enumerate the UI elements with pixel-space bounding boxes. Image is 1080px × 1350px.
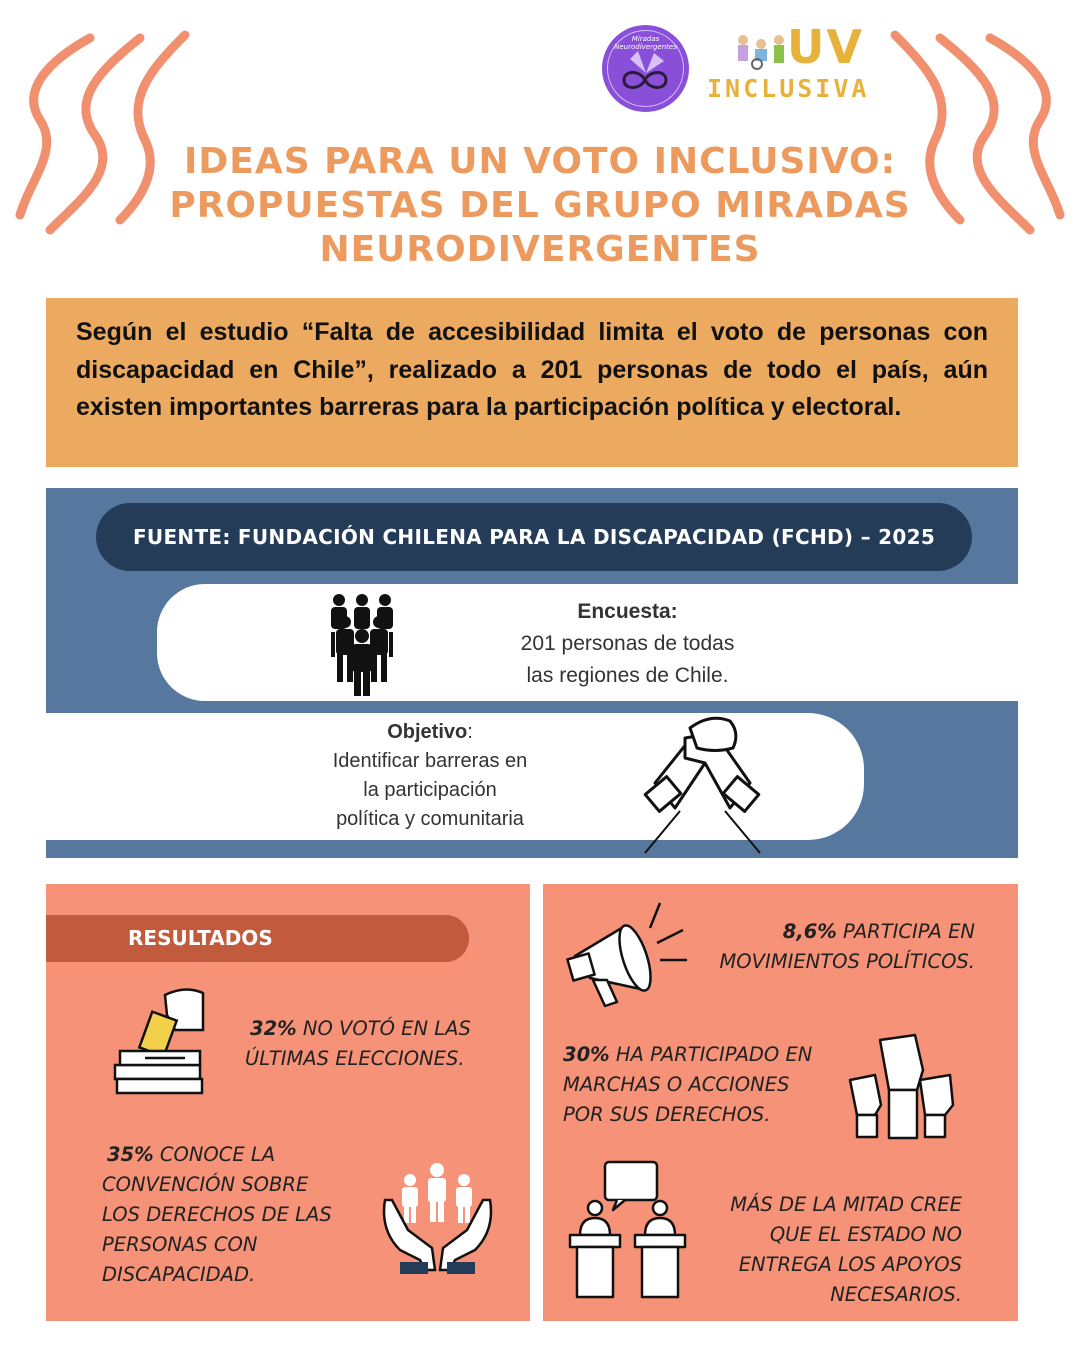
stat-32-pct: 32% bbox=[250, 1017, 297, 1040]
stat-8-6-pct: 8,6% bbox=[782, 920, 837, 943]
raised-fists-icon bbox=[845, 1030, 955, 1140]
survey-line-2: las regiones de Chile. bbox=[526, 664, 729, 687]
survey-line-1: 201 personas de todas bbox=[520, 632, 735, 655]
stat-35-l2: CONVENCIÓN SOBRE bbox=[102, 1173, 309, 1196]
objective-text bbox=[290, 718, 570, 834]
hands-people-icon bbox=[380, 1160, 495, 1275]
source-pill: FUENTE: FUNDACIÓN CHILENA PARA LA DISCAPACIDAD (FCHD) – 2025 bbox=[96, 503, 972, 571]
stat-35-l5: DISCAPACIDAD. bbox=[102, 1263, 256, 1286]
stat-35 bbox=[102, 1140, 382, 1290]
page-title bbox=[110, 140, 970, 272]
podium-debate-icon bbox=[565, 1160, 690, 1300]
results-header bbox=[46, 915, 469, 962]
stat-32-l2: ÚLTIMAS ELECCIONES. bbox=[245, 1047, 465, 1070]
uv-inclusiva-logo bbox=[705, 20, 870, 106]
title-line-3: NEURODIVERGENTES bbox=[319, 229, 761, 270]
survey-text bbox=[470, 596, 785, 692]
miradas-logo bbox=[602, 25, 689, 112]
miradas-logo-text: Miradas Neurodivergentes bbox=[614, 35, 677, 51]
uv-logo-big: UV bbox=[787, 20, 864, 74]
people-cartoon-icon bbox=[733, 30, 789, 70]
ballot-box-icon bbox=[105, 985, 210, 1100]
results-label: RESULTADOS bbox=[128, 926, 273, 950]
stat-30-pct: 30% bbox=[563, 1043, 610, 1066]
objective-label: Objetivo bbox=[387, 721, 468, 743]
stat-35-l1: CONOCE LA bbox=[153, 1143, 276, 1166]
stat-32-l1: NO VOTÓ EN LAS bbox=[296, 1017, 471, 1040]
stat-8-6-l2: MOVIMIENTOS POLÍTICOS. bbox=[719, 950, 975, 973]
stat-mitad-l2: QUE EL ESTADO NO bbox=[769, 1223, 962, 1246]
stat-30 bbox=[563, 1040, 853, 1130]
stat-8-6 bbox=[660, 917, 975, 977]
stat-mitad-l1: MÁS DE LA MITAD CREE bbox=[730, 1193, 962, 1216]
handshake-icon bbox=[635, 713, 770, 855]
title-line-2: PROPUESTAS DEL GRUPO MIRADAS bbox=[169, 185, 911, 226]
intro-text: Según el estudio “Falta de accesibilidad limita el voto de personas con discapacidad en Chile”, realizado a 201 personas de todo el país, aún existen importantes barreras para la participación política y electoral. bbox=[76, 318, 988, 421]
stat-32 bbox=[245, 1014, 515, 1074]
objective-line-2: la participación bbox=[363, 779, 497, 801]
stat-30-l2: MARCHAS O ACCIONES bbox=[563, 1073, 790, 1096]
people-group-icon bbox=[325, 592, 400, 697]
stat-30-l1: HA PARTICIPADO EN bbox=[609, 1043, 813, 1066]
survey-label: Encuesta: bbox=[577, 600, 678, 623]
uv-logo-small: INCLUSIVA bbox=[707, 74, 870, 103]
title-line-1: IDEAS PARA UN VOTO INCLUSIVO: bbox=[183, 141, 897, 182]
stat-mitad-l3: ENTREGA LOS APOYOS bbox=[738, 1253, 962, 1276]
objective-colon: : bbox=[467, 721, 473, 743]
stat-mitad bbox=[680, 1190, 962, 1310]
stat-35-l4: PERSONAS CON bbox=[102, 1233, 258, 1256]
stat-30-l3: POR SUS DERECHOS. bbox=[563, 1103, 771, 1126]
objective-line-1: Identificar barreras en bbox=[332, 750, 528, 772]
objective-line-3: política y comunitaria bbox=[336, 808, 524, 830]
stat-8-6-l1: PARTICIPA EN bbox=[836, 920, 975, 943]
intro-box bbox=[46, 298, 1018, 467]
stat-35-pct: 35% bbox=[107, 1143, 154, 1166]
stat-35-l3: LOS DERECHOS DE LAS bbox=[102, 1203, 332, 1226]
stat-mitad-l4: NECESARIOS. bbox=[830, 1283, 962, 1306]
